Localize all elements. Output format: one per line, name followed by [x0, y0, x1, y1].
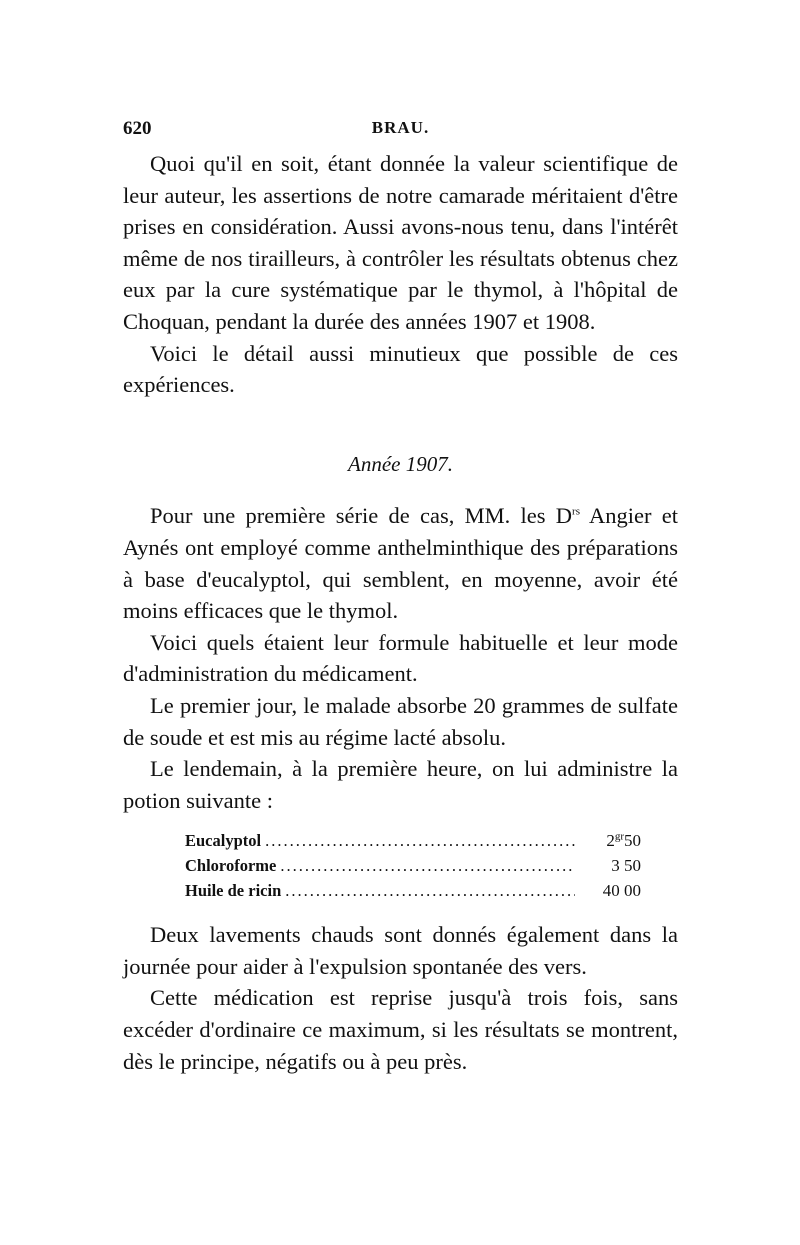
- paragraph-1: Quoi qu'il en soit, étant donnée la valeur scientifique de leur auteur, les assertions de notre camarade méritaient d'être prises en considération. Aussi avons-nous tenu, dans l'intérêt même de nos tirailleurs, à contrôler les résultats obtenus chez eux par la cure systématique par le thymol, à l'hôpital de Choquan, pendant la durée des années 1907 et 1908.: [123, 151, 678, 334]
- ingredient-quantity: 40 00: [602, 881, 641, 901]
- paragraph-3: Pour une première série de cas, MM. les $D^{rs}$ Angier et Aynés ont employé comme anthelminthique des préparations à base d'eucalyptol, qui semblent, en moyenne, avoir été moins efficaces que le thymol.: [123, 503, 678, 624]
- running-title: BRAU.: [371, 118, 430, 137]
- superscript-rs: rs: [572, 505, 580, 518]
- paragraph-5: Le premier jour, le malade absorbe 20 grammes de sulfate de soude et est mis au régime lacté absolu.: [123, 692, 678, 750]
- paragraph-8: Cette médication est reprise jusqu'à trois fois, sans excéder d'ordinaire ce maximum, si les résultats se montrent, dès le principe, négatifs ou à peu près.: [123, 985, 678, 1074]
- formula-row: [185, 828, 641, 853]
- paragraph-6: Le lendemain, à la première heure, on lui administre la potion suivante :: [123, 756, 678, 813]
- formula-row: [185, 878, 641, 903]
- page-body: [123, 148, 678, 1077]
- ingredient-name: Huile de ricin: [185, 881, 282, 901]
- page-number: 620: [123, 118, 152, 139]
- ingredient-quantity: $2^{gr}50$: [606, 830, 641, 851]
- paragraph-7: Deux lavements chauds sont donnés également dans la journée pour aider à l'expulsion spontanée des vers.: [123, 922, 678, 979]
- dot-leader: [280, 853, 575, 878]
- paragraph-2: Voici le détail aussi minutieux que possible de ces expériences.: [123, 340, 678, 398]
- section-heading: Année 1907.: [348, 451, 453, 476]
- dot-leader: [285, 878, 575, 903]
- page-header: [123, 118, 678, 144]
- ingredient-name: Chloroforme: [185, 856, 277, 876]
- dot-leader: [265, 828, 575, 853]
- prescription-formula: [185, 828, 641, 903]
- ingredient-quantity: 3 50: [611, 856, 641, 876]
- ingredient-name: Eucalyptol: [185, 831, 262, 851]
- formula-row: [185, 853, 641, 878]
- paragraph-4: Voici quels étaient leur formule habituelle et leur mode d'administration du médicament.: [123, 629, 678, 687]
